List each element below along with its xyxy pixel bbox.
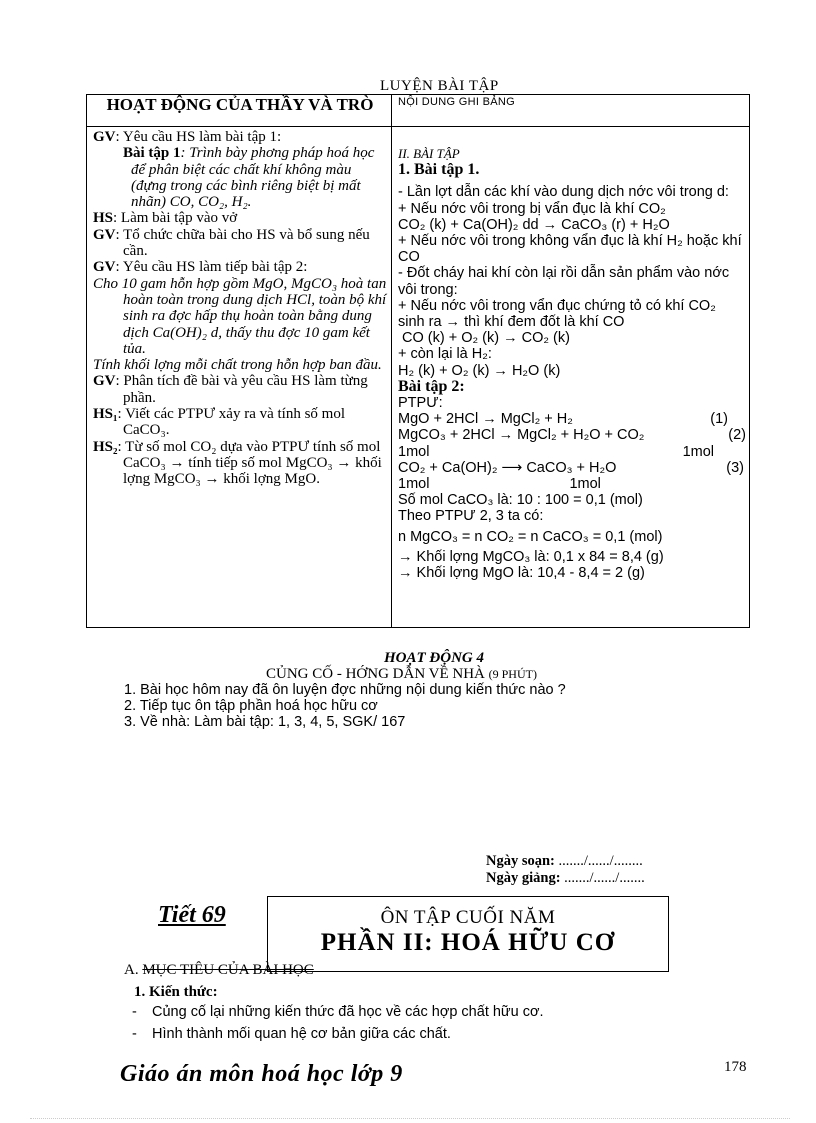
theo-ptpu: Theo PTPƯ 2, 3 ta có: xyxy=(398,508,544,525)
list-item: 1. Bài học hôm nay đã ôn luyện đợc những nội dung kiến thức nào ? xyxy=(124,682,566,698)
table-right-column xyxy=(398,146,746,581)
table-header-left: HOẠT ĐỘNG CỦA THẦY VÀ TRÒ xyxy=(106,95,374,114)
solution-line: CO₂ (k) + Ca(OH)₂ dd → CaCO₃ (r) + H₂O xyxy=(398,216,670,233)
solution-line: - Lần lợt dẫn các khí vào dung dịch nớc vôi trong d: xyxy=(398,184,729,201)
lesson-number: Tiết 69 xyxy=(158,902,226,928)
section-a-heading: A. MỤC TIÊU CỦA BÀI HỌC xyxy=(124,962,314,978)
table-header-right: NỘI DUNG GHI BẢNG xyxy=(398,96,515,108)
mass-mgco3: → Khối lợng MgCO₃ là: 0,1 x 84 = 8,4 (g) xyxy=(398,548,664,565)
moles-caco3: Số mol CaCO₃ là: 10 : 100 = 0,1 (mol) xyxy=(398,492,643,509)
gv-instruction-1: GV: Yêu cầu HS làm bài tập 1: xyxy=(93,129,282,145)
solution-line: + Nếu nớc vôi trong bị vẩn đục là khí CO₂ xyxy=(398,200,666,217)
list-item: 3. Về nhà: Làm bài tập: 1, 3, 4, 5, SGK/ 167 xyxy=(124,714,406,730)
solution-line: H₂ (k) + O₂ (k) → H₂O (k) xyxy=(398,362,561,379)
list-item: 2. Tiếp tục ôn tập phần hoá học hữu cơ xyxy=(124,698,378,714)
exercise-1-prompt: Bài tập 1: Trình bày phơng pháp hoá học để phân biệt các chất khí không màu (đựng trong các bình riêng biệt bị mất nhãn) CO, CO₂, H₂. xyxy=(123,145,375,211)
equation-3-moles: 1mol 1mol xyxy=(398,476,601,493)
lesson-title-line-2: PHẦN II: HOÁ HỮU CƠ xyxy=(320,929,616,956)
equation-3: CO₂ + Ca(OH)₂ ⟶ CaCO₃ + H₂O (3) xyxy=(398,459,744,476)
gv-instruction-4: GV: Phân tích đề bài và yêu cầu HS làm từng phần. xyxy=(93,373,368,406)
ptpu-label: PTPƯ: xyxy=(398,395,443,412)
solution-line: + còn lại là H₂: xyxy=(398,346,492,363)
hs2-instruction: HS₂: Từ số mol CO₂ dựa vào PTPƯ tính số mol CaCO₃ → tính tiếp số mol MgCO₃ → khối lợng MgCO₃ → khối lợng MgO. xyxy=(93,438,382,488)
solution-line: + Nếu nớc vôi trong không vẩn đục là khí H₂ hoặc khí CO xyxy=(398,233,742,266)
section-1-heading: 1. Kiến thức: xyxy=(134,984,218,1000)
activity-4-subtitle: CỦNG CỐ - HỚNG DẪN VỀ NHÀ (9 PHÚT) xyxy=(266,666,537,682)
exercise-1-solution xyxy=(398,184,746,378)
gv-instruction-2: GV: Tổ chức chữa bài cho HS và bổ sung nếu cần. xyxy=(93,226,370,260)
table-left-column xyxy=(93,129,388,488)
activity-4-title: HOẠT ĐỘNG 4 xyxy=(384,650,484,666)
section-heading: II. BÀI TẬP xyxy=(398,146,460,161)
solution-line: - Đốt cháy hai khí còn lại rồi dẫn sản phẩm vào nớc vôi trong: xyxy=(398,265,730,298)
activity-4-list xyxy=(124,682,566,730)
bullet-item: - Hình thành mối quan hệ cơ bản giữa các chất. xyxy=(132,1026,451,1042)
footer-title: Giáo án môn hoá học lớp 9 xyxy=(120,1061,403,1087)
bullet-item: - Củng cố lại những kiến thức đã học về các hợp chất hữu cơ. xyxy=(132,1004,544,1020)
solution-line: + Nếu nớc vôi trong vẩn đục chứng tỏ có khí CO₂ sinh ra → thì khí đem đốt là khí CO xyxy=(398,297,716,331)
page-bottom-rule xyxy=(30,1118,790,1119)
exercise-2-prompt: Cho 10 gam hỗn hợp gồm MgO, MgCO₃ hoà tan hoàn toàn trong dung dịch HCl, toàn bộ khí sinh ra đợc hấp thụ hoàn toàn bằng dung dịch Ca(OH)₂ d, thấy thu đợc 10 gam kết tủa. xyxy=(93,275,387,357)
prep-date: Ngày soạn: ......./....../........ xyxy=(486,853,643,869)
page-number: 178 xyxy=(724,1059,747,1075)
equation-2: MgCO₃ + 2HCl → MgCl₂ + H₂O + CO₂ (2) xyxy=(398,427,746,444)
page-title: LUYỆN BÀI TẬP xyxy=(380,78,499,94)
exercise-1-title: 1. Bài tập 1. xyxy=(398,161,480,179)
exercise-2-question: Tính khối lợng mỗi chất trong hỗn hợp ban đầu. xyxy=(93,357,382,374)
exercise-2-title: Bài tập 2: xyxy=(398,377,465,395)
lesson-title-box xyxy=(267,896,669,972)
table-header-rule xyxy=(86,126,750,127)
equation-2-moles: 1mol 1mol xyxy=(398,443,714,460)
teach-date: Ngày giảng: ......./....../....... xyxy=(486,870,645,886)
lesson-title-line-1: ÔN TẬP CUỐI NĂM xyxy=(380,907,556,928)
hs-instruction: HS: Làm bài tập vào vở xyxy=(93,210,238,227)
mole-relation: n MgCO₃ = n CO₂ = n CaCO₃ = 0,1 (mol) xyxy=(398,528,663,545)
gv-instruction-3: GV: Yêu cầu HS làm tiếp bài tập 2: xyxy=(93,259,308,276)
solution-line: CO (k) + O₂ (k) → CO₂ (k) xyxy=(402,330,570,347)
equation-1: MgO + 2HCl → MgCl₂ + H₂ (1) xyxy=(398,411,728,428)
table-divider xyxy=(391,94,392,628)
mass-mgo: → Khối lợng MgO là: 10,4 - 8,4 = 2 (g) xyxy=(398,565,645,582)
lesson-dates xyxy=(486,853,645,887)
hs1-instruction: HS₁: Viết các PTPƯ xảy ra và tính số mol CaCO₃. xyxy=(93,406,346,439)
